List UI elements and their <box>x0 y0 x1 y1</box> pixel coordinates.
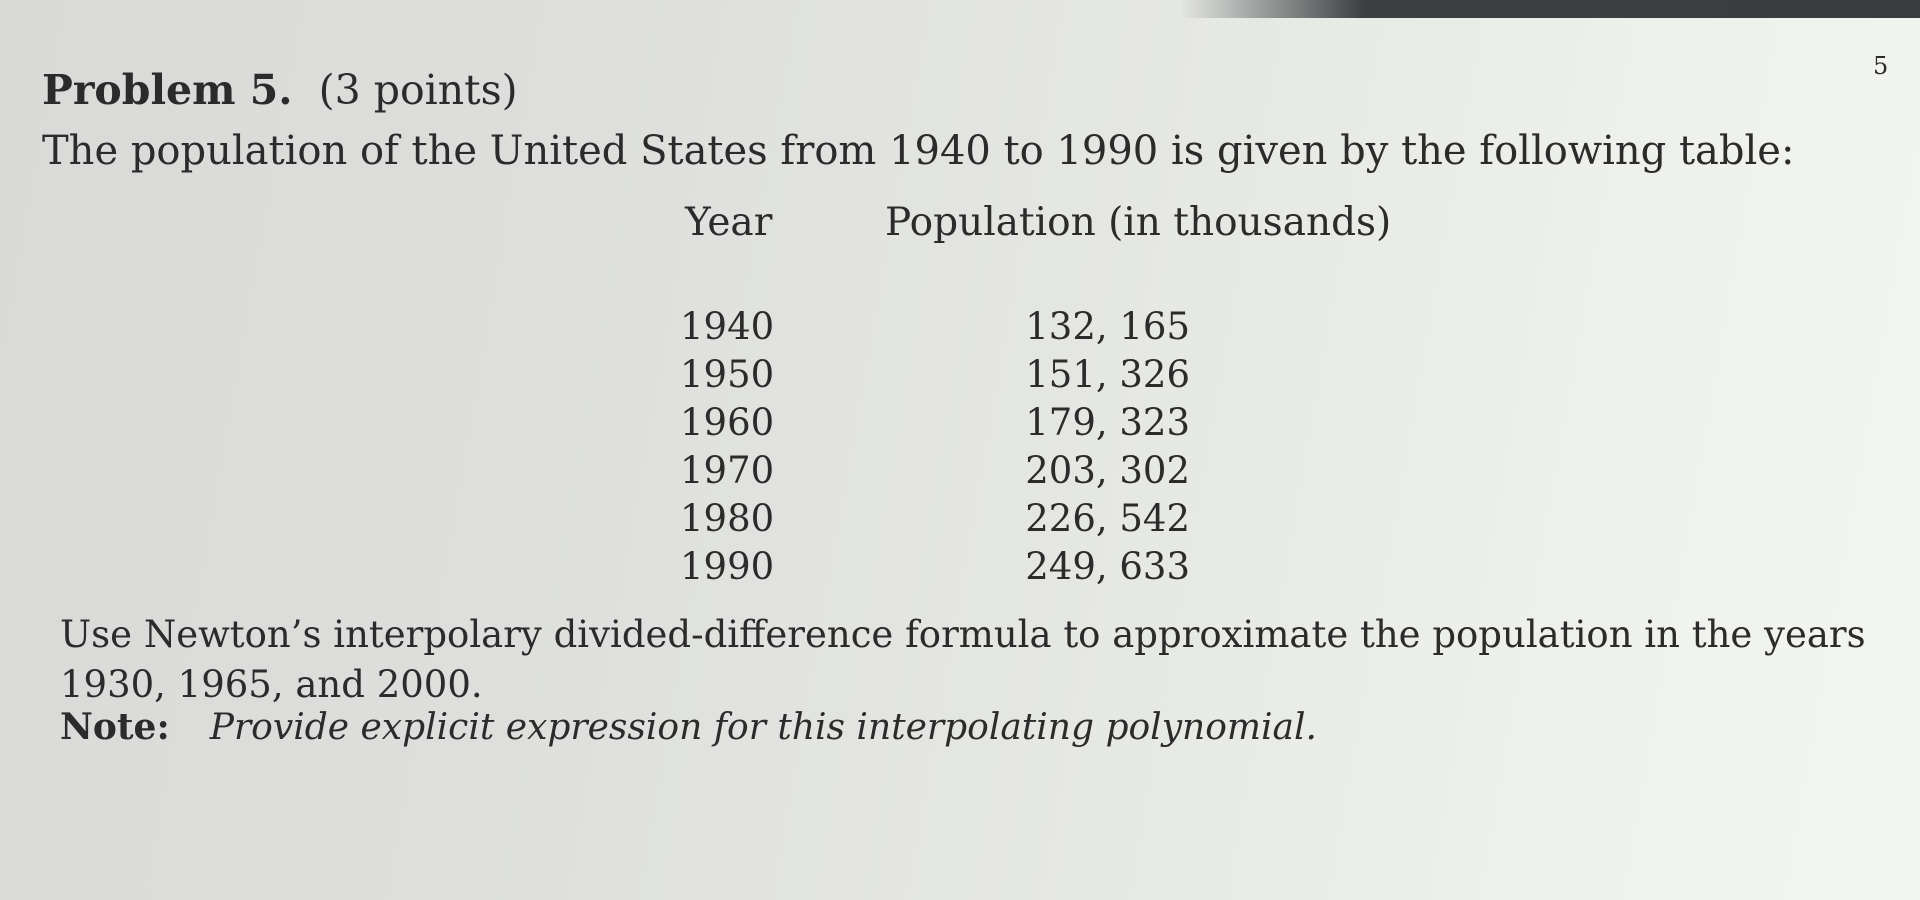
table-row <box>680 494 1200 542</box>
table-row <box>680 302 1200 350</box>
note-text: Provide explicit expression for this interpolating polynomial. <box>209 707 1317 748</box>
note <box>60 706 1317 748</box>
population-table <box>680 302 1200 590</box>
population-cell: 132, 165 <box>1025 304 1190 348</box>
table-row <box>680 350 1200 398</box>
problem-points: (3 points) <box>318 66 518 114</box>
year-cell: 1990 <box>680 544 775 588</box>
year-cell: 1970 <box>680 448 775 492</box>
table-row <box>680 542 1200 590</box>
population-cell: 203, 302 <box>1025 448 1190 492</box>
year-cell: 1940 <box>680 304 775 348</box>
problem-statement: The population of the United States from 1940 to 1990 is given by the following table: <box>42 128 1795 174</box>
table-row <box>680 398 1200 446</box>
year-cell: 1960 <box>680 400 775 444</box>
population-column-header: Population (in thousands) <box>885 200 1392 245</box>
problem-instruction: Use Newton’s interpolary divided-difference formula to approximate the population in the years 1930, 1965, and 2000. <box>60 613 1866 706</box>
population-cell: 151, 326 <box>1025 352 1190 396</box>
problem-heading <box>42 66 518 114</box>
population-cell: 249, 633 <box>1025 544 1190 588</box>
page-number: 5 <box>1873 52 1889 80</box>
table-row <box>680 446 1200 494</box>
year-cell: 1980 <box>680 496 775 540</box>
problem-title: Problem 5. <box>42 66 293 114</box>
population-cell: 179, 323 <box>1025 400 1190 444</box>
note-label: Note: <box>60 706 170 748</box>
year-column-header: Year <box>685 200 773 245</box>
top-dark-edge <box>1180 0 1920 18</box>
population-cell: 226, 542 <box>1025 496 1190 540</box>
year-cell: 1950 <box>680 352 775 396</box>
